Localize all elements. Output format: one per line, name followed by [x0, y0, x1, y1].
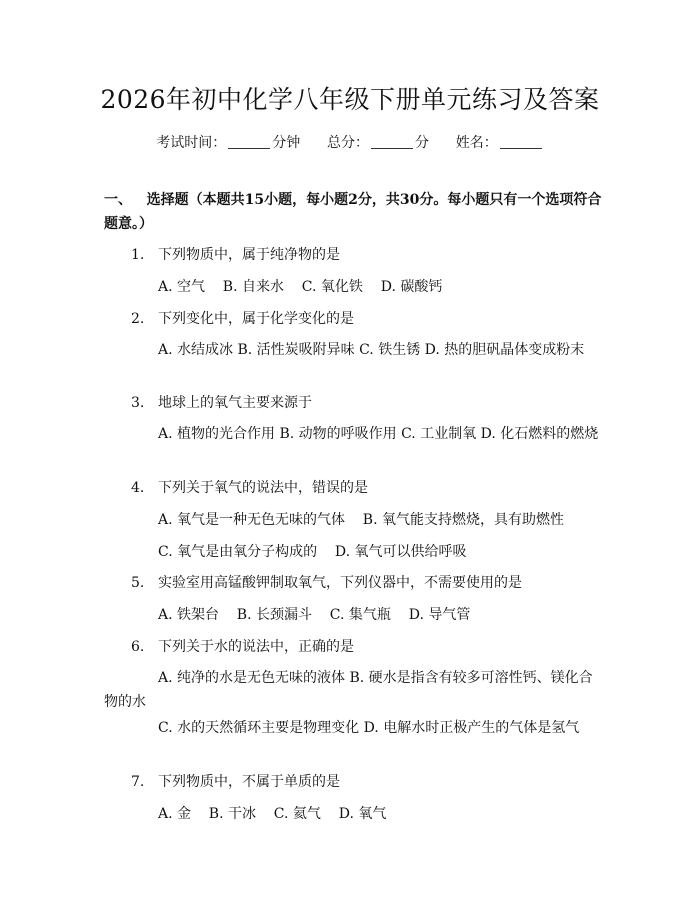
question-1: 1. 下列物质中，属于纯净物的是	[131, 247, 340, 263]
name-label: 姓名：	[455, 135, 498, 151]
time-blank	[228, 134, 270, 149]
name-blank	[500, 134, 542, 149]
question-3-options: A. 植物的光合作用 B. 动物的呼吸作用 C. 工业制氧 D. 化石燃料的燃烧	[158, 426, 599, 442]
question-6-options-1: A. 纯净的水是无色无味的液体 B. 硬水是指含有较多可溶性钙、镁化合物的水	[104, 670, 593, 710]
question-2: 2. 下列变化中，属于化学变化的是	[131, 311, 354, 327]
score-label: 总分：	[327, 135, 369, 151]
question-1-options: A. 空气 B. 自来水 C. 氧化铁 D. 碳酸钙	[158, 279, 443, 295]
score-blank	[371, 134, 413, 149]
question-6: 6. 下列关于水的说法中，正确的是	[131, 639, 354, 655]
question-4-options-2: C. 氧气是由氧分子构成的 D. 氧气可以供给呼吸	[158, 544, 467, 560]
question-4: 4. 下列关于氧气的说法中，错误的是	[131, 480, 368, 496]
question-7: 7. 下列物质中，不属于单质的是	[131, 774, 340, 790]
question-stem: 下列变化中，属于化学变化的是	[158, 311, 354, 327]
question-4-options-1: A. 氧气是一种无色无味的气体 B. 氧气能支持燃烧，具有助燃性	[158, 512, 564, 528]
time-unit: 分钟	[272, 135, 301, 151]
question-3: 3. 地球上的氧气主要来源于	[131, 395, 312, 411]
question-stem: 下列关于氧气的说法中，错误的是	[158, 480, 368, 496]
question-stem: 下列物质中，属于纯净物的是	[158, 247, 340, 263]
question-6-options-2: C. 水的天然循环主要是物理变化 D. 电解水时正极产生的气体是氢气	[158, 720, 580, 736]
question-stem: 下列关于水的说法中，正确的是	[158, 639, 354, 655]
section-text: 选择题（本题共15小题，每小题2分，共30分。每小题只有一个选项符合题意。）	[104, 192, 602, 232]
question-5: 5. 实验室用高锰酸钾制取氧气，下列仪器中，不需要使用的是	[131, 575, 522, 591]
section-number: 一、	[104, 192, 132, 208]
question-stem: 实验室用高锰酸钾制取氧气，下列仪器中，不需要使用的是	[158, 575, 522, 591]
page-title: 2026年初中化学八年级下册单元练习及答案	[100, 85, 600, 114]
exam-meta	[0, 132, 700, 152]
question-5-options: A. 铁架台 B. 长颈漏斗 C. 集气瓶 D. 导气管	[158, 607, 471, 623]
question-stem: 地球上的氧气主要来源于	[158, 395, 312, 411]
question-stem: 下列物质中，不属于单质的是	[158, 774, 340, 790]
score-unit: 分	[415, 135, 429, 151]
question-2-options: A. 水结成冰 B. 活性炭吸附异味 C. 铁生锈 D. 热的胆矾晶体变成粉末	[158, 342, 585, 358]
section-heading	[104, 188, 604, 236]
question-7-options: A. 金 B. 干冰 C. 氦气 D. 氧气	[158, 806, 387, 822]
time-label: 考试时间：	[156, 135, 227, 151]
